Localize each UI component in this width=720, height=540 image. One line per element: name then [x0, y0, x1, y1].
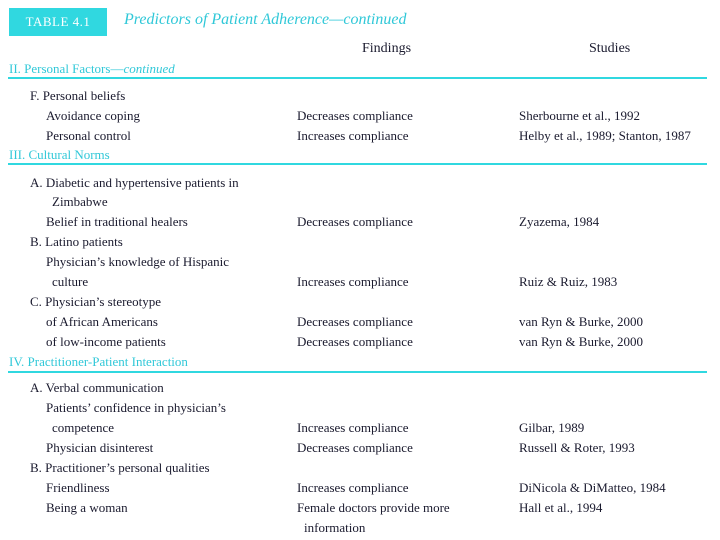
table-cell-study: Russell & Roter, 1993 — [519, 440, 635, 455]
findings-column-header: Findings — [362, 41, 412, 56]
section-title-cultural-norms: III. Cultural Norms — [9, 147, 110, 162]
table-cell-factor: Belief in traditional healers — [46, 214, 188, 229]
table-cell-factor: Avoidance coping — [46, 108, 140, 123]
table-cell-factor: Physician’s knowledge of Hispanic — [46, 254, 230, 269]
table-cell-factor: culture — [52, 274, 89, 289]
table-title: Predictors of Patient Adherence—continued — [124, 11, 407, 28]
table-cell-finding: Increases compliance — [297, 128, 409, 143]
studies-column-header: Studies — [589, 41, 631, 56]
table-cell-finding: Increases compliance — [297, 274, 409, 289]
table-cell-finding: Increases compliance — [297, 480, 409, 495]
table-cell-finding: Decreases compliance — [297, 440, 413, 455]
table-cell-factor: competence — [52, 420, 115, 435]
table-cell-finding: Increases compliance — [297, 420, 409, 435]
table-cell-factor: of African Americans — [46, 314, 158, 329]
section-title-practitioner-patient-interaction: IV. Practitioner-Patient Interaction — [9, 354, 188, 369]
section-rule-interaction — [8, 371, 707, 373]
table-cell-factor: C. Physician’s stereotype — [30, 294, 162, 309]
section-title-personal-factors: II. Personal Factors—continued — [9, 61, 175, 76]
table-cell-study: Gilbar, 1989 — [519, 420, 585, 435]
table-cell-factor: F. Personal beliefs — [30, 88, 126, 103]
table-cell-study: van Ryn & Burke, 2000 — [519, 314, 644, 329]
table-cell-factor: B. Latino patients — [30, 234, 123, 249]
section-rule-cultural — [8, 163, 707, 165]
table-cell-factor: Being a woman — [46, 500, 128, 515]
table-cell-finding: Decreases compliance — [297, 334, 413, 349]
table-cell-factor: Physician disinterest — [46, 440, 154, 455]
table-cell-factor: Patients’ confidence in physician’s — [46, 400, 226, 415]
table-cell-factor: of low-income patients — [46, 334, 166, 349]
table-cell-factor: Personal control — [46, 128, 131, 143]
table-cell-finding: Decreases compliance — [297, 314, 413, 329]
table-cell-factor: A. Verbal communication — [30, 380, 164, 395]
table-cell-factor: A. Diabetic and hypertensive patients in — [30, 175, 239, 190]
table-cell-factor: B. Practitioner’s personal qualities — [30, 460, 210, 475]
table-cell-study: Zyazema, 1984 — [519, 214, 600, 229]
table-cell-factor: Friendliness — [46, 480, 110, 495]
table-cell-study: Ruiz & Ruiz, 1983 — [519, 274, 618, 289]
table-cell-finding: Decreases compliance — [297, 108, 413, 123]
table-cell-study: DiNicola & DiMatteo, 1984 — [519, 480, 666, 495]
table-cell-finding: information — [304, 520, 366, 535]
table-cell-finding: Female doctors provide more — [297, 500, 450, 515]
table-cell-study: Helby et al., 1989; Stanton, 1987 — [519, 128, 691, 143]
table-label-badge: TABLE 4.1 — [9, 8, 107, 36]
table-cell-study: Hall et al., 1994 — [519, 500, 603, 515]
table-cell-study: Sherbourne et al., 1992 — [519, 108, 640, 123]
table-cell-study: van Ryn & Burke, 2000 — [519, 334, 644, 349]
header-rule — [8, 77, 707, 79]
table-cell-finding: Decreases compliance — [297, 214, 413, 229]
table-cell-factor: Zimbabwe — [52, 194, 108, 209]
